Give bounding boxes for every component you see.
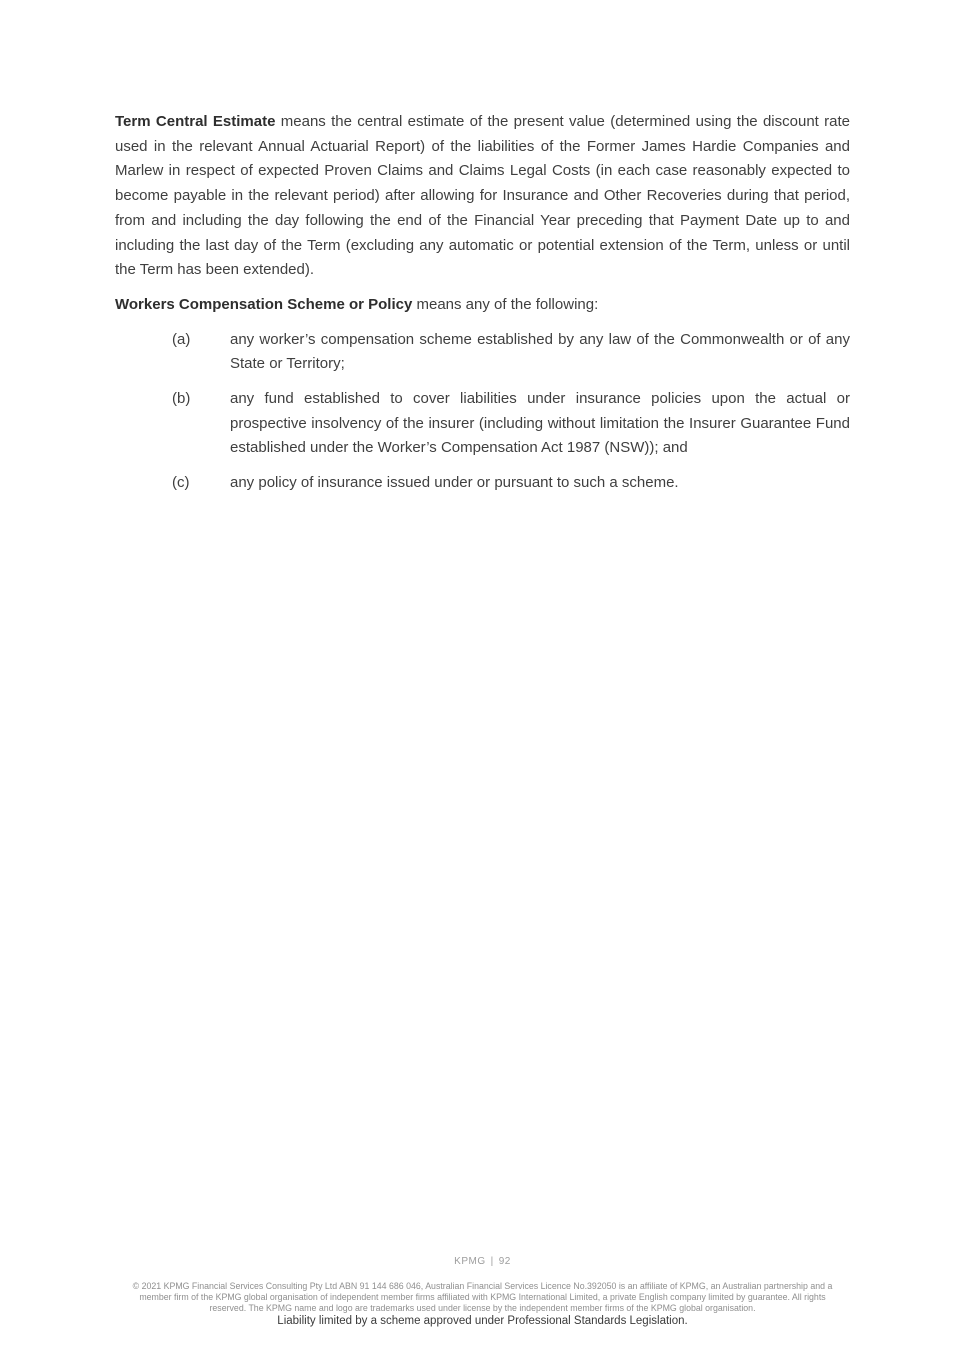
list-item-b — [115, 387, 850, 461]
defined-term-label: Workers Compensation Scheme or Policy — [115, 295, 413, 313]
defined-term-label: Term Central Estimate — [115, 113, 276, 130]
list-marker: (b) — [172, 390, 191, 408]
footer-legal-line: member firm of the KPMG global organisation of independent member firms affiliated with KPMG International Limited, a private English company limited by guarantee. All rights — [139, 1291, 826, 1302]
clause-list — [115, 328, 850, 496]
list-item-text: any fund established to cover liabilities under insurance policies upon the actual or prospective insolvency of the insurer (including without limitation the Insurer Guarantee Fund established under the Worker’s Compensation Act 1987 (NSW)); and — [230, 390, 850, 457]
footer-brand: KPMG — [454, 1255, 486, 1267]
definition-body-text: means any of the following: — [412, 295, 599, 313]
footer-legal-line: reserved. The KPMG name and logo are trademarks used under license by the independent member firms of the KPMG global organisation. — [209, 1302, 756, 1313]
list-item-text: any worker’s compensation scheme established by any law of the Commonwealth or of any State or Territory; — [230, 330, 850, 373]
footer-page-indicator — [0, 1256, 965, 1267]
page-footer — [0, 1256, 965, 1329]
footer-legal-line: © 2021 KPMG Financial Services Consulting Pty Ltd ABN 91 144 686 046, Australian Financial Services Licence No.392050 is an affiliate of KPMG, an Australian partnership and a — [132, 1280, 833, 1291]
definition-body-text: means the central estimate of the present value (determined using the discount rate used in the relevant Annual Actuarial Report) of the liabilities of the Former James Hardie Companies and Marlew in respect of expected Proven Claims and Claims Legal Costs (in each case reasonably expected to become payable in the relevant period) after allowing for Insurance and Other Recoveries during that period, from and including the day following the end of the Financial Year preceding that Payment Date up to and including the last day of the Term (excluding any automatic or potential extension of the Term, unless or until the Term has been extended). — [115, 113, 851, 279]
list-item-c — [115, 471, 850, 496]
list-marker: (a) — [172, 330, 191, 348]
footer-page-number: 92 — [498, 1255, 511, 1267]
footer-legal-text — [0, 1281, 965, 1314]
list-item-a — [115, 328, 850, 377]
definition-term-central-estimate — [115, 110, 850, 283]
list-marker: (c) — [172, 474, 190, 492]
footer-liability-statement: Liability limited by a scheme approved under Professional Standards Legislation. — [277, 1314, 688, 1327]
list-item-text: any policy of insurance issued under or pursuant to such a scheme. — [230, 474, 679, 492]
definition-workers-compensation — [115, 293, 850, 318]
definitions-section — [115, 0, 850, 506]
footer-separator: | — [490, 1255, 494, 1267]
